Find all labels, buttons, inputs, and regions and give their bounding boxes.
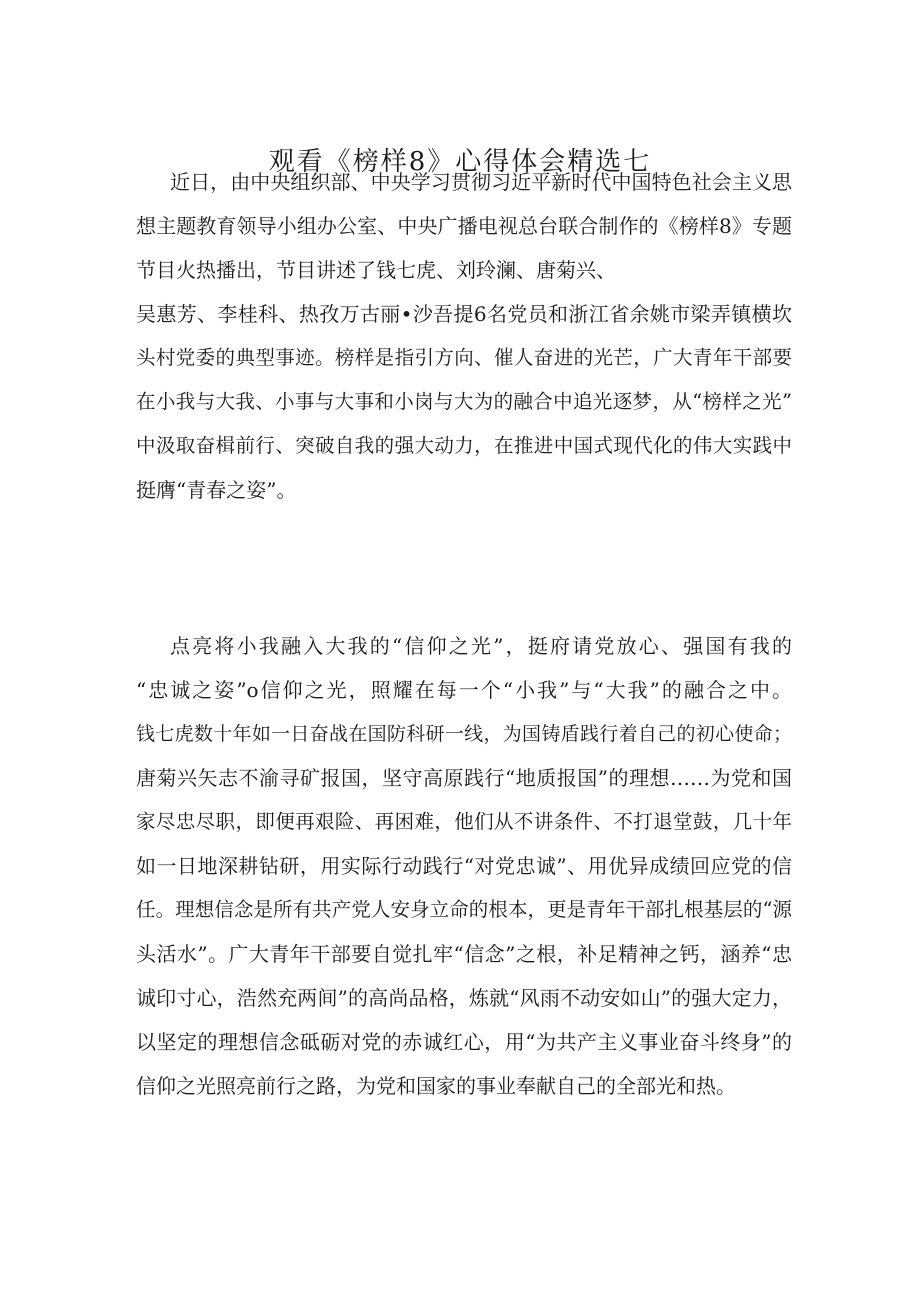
paragraph-line: 近日，由中央组织部、中央学习贯彻习近平新时代中国特色社会主义思 [170,170,792,194]
paragraph-line: 钱七虎数十年如一日奋战在国防科研一线，为国铸盾践行着自己的初心使命； [136,723,792,745]
paragraph-line: 唐菊兴矢志不渝寻矿报国，坚守高原践行“地质报国”的理想……为党和国 [136,766,792,790]
paragraph-line: 吴惠芳、李桂科、热孜万古丽•沙吾提6名党员和浙江省余姚市梁弄镇横坎 [136,302,792,326]
document-title: 观看《榜样8》心得体会精选七 [268,147,652,177]
paragraph-line: 点亮将小我融入大我的“信仰之光”，挺府请党放心、强国有我的 [170,634,792,658]
paragraph-line: 任。理想信念是所有共产党人安身立命的根本，更是青年干部扎根基层的“源 [136,898,792,921]
paragraph-line: 中汲取奋楫前行、突破自我的强大动力，在推进中国式现代化的伟大实践中 [136,434,792,457]
paragraph-line: 节目火热播出，节目讲述了钱七虎、刘玲澜、唐菊兴、 [136,258,616,282]
paragraph-line: 信仰之光照亮前行之路，为党和国家的事业奉献自己的全部光和热。 [136,1074,736,1098]
paragraph-1 [136,160,792,512]
paragraph-line: 头村党委的典型事迹。榜样是指引方向、催人奋进的光芒，广大青年干部要 [136,346,792,369]
paragraph-line: 如一日地深耕钻研，用实际行动践行“对党忠诚”、用优异成绩回应党的信 [136,854,792,878]
paragraph-line: 头活水”。广大青年干部要自觉扎牢“信念”之根，补足精神之钙，涵养“忠 [136,942,792,966]
paragraph-line: 诚印寸心，浩然充两间”的高尚品格，炼就“风雨不动安如山”的强大定力， [136,986,792,1010]
paragraph-2 [136,624,792,1108]
paragraph-line: 以坚定的理想信念砥砺对党的赤诚红心，用“为共产主义事业奋斗终身”的 [136,1030,792,1054]
paragraph-line: 想主题教育领导小组办公室、中央广播电视总台联合制作的《榜样8》专题 [136,214,792,238]
paragraph-line: 挺膺“青春之姿”。 [136,478,297,502]
paragraph-line: 家尽忠尽职，即便再艰险、再困难，他们从不讲条件、不打退堂鼓，几十年 [136,810,792,833]
paragraph-line: 在小我与大我、小事与大事和小岗与大为的融合中追光逐梦，从“榜样之光” [136,390,792,413]
paragraph-line: “忠诚之姿”o信仰之光，照耀在每一个“小我”与“大我”的融合之中。 [136,678,792,702]
